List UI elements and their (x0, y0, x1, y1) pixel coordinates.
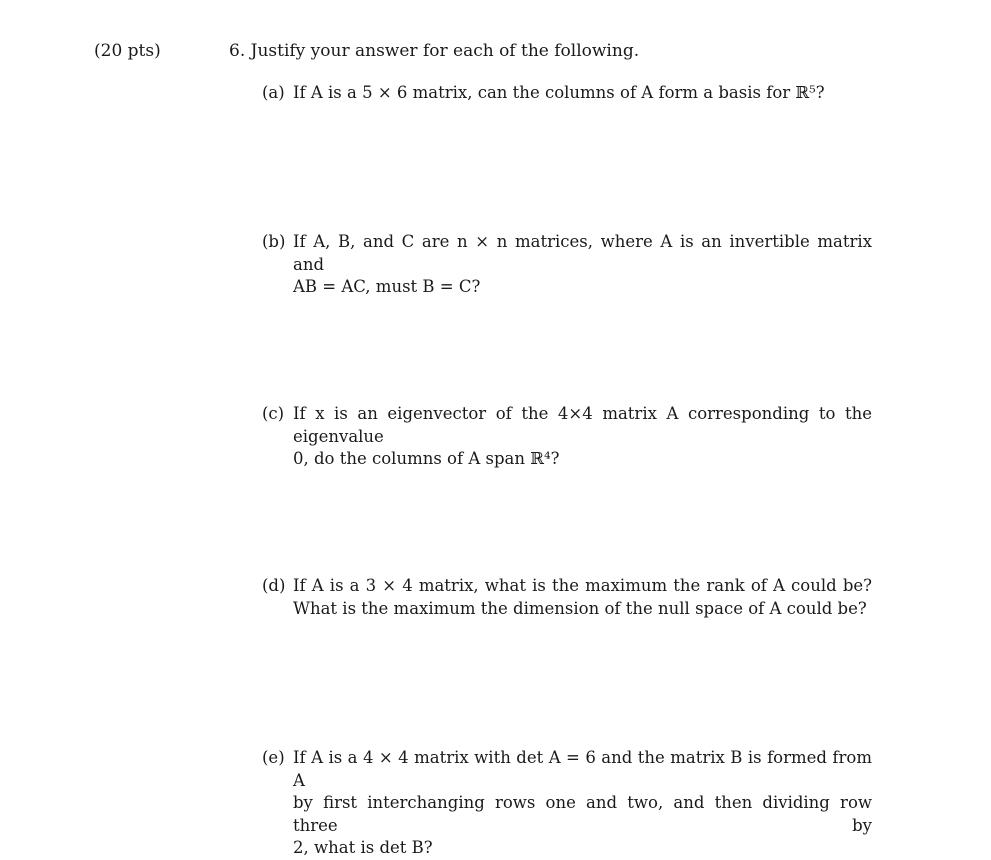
part-c-line-2: 0, do the columns of A span ℝ⁴? (293, 449, 560, 468)
part-e-text (293, 747, 872, 860)
part-b-line-2: AB = AC, must B = C? (293, 277, 481, 296)
part-a (262, 82, 872, 105)
part-c-text (293, 403, 872, 471)
part-d (262, 575, 872, 620)
part-d-label: (d) (262, 576, 286, 595)
part-b (262, 231, 872, 299)
part-c-label: (c) (262, 404, 285, 423)
part-e-line-2: by first interchanging rows one and two, and then dividing row three by (293, 793, 872, 835)
part-b-line-1: If A, B, and C are n × n matrices, where A is an invertible matrix and (293, 232, 872, 274)
part-b-text (293, 231, 872, 299)
part-d-line-2: What is the maximum the dimension of the null space of A could be? (293, 598, 867, 618)
points-label: (20 pts) (94, 41, 161, 61)
part-c-line-1: If x is an eigenvector of the 4×4 matrix A corresponding to the eigenvalue (293, 404, 872, 446)
part-a-label: (a) (262, 83, 285, 102)
part-e-line-3: 2, what is det B? (293, 838, 433, 857)
part-a-line-1: If A is a 5 × 6 matrix, can the columns of A form a basis for ℝ⁵? (293, 83, 825, 102)
question-heading: 6. Justify your answer for each of the following. (229, 41, 640, 61)
part-e (262, 747, 872, 860)
part-d-line-1: If A is a 3 × 4 matrix, what is the maximum the rank of A could be? (293, 576, 872, 595)
part-e-line-1: If A is a 4 × 4 matrix with det A = 6 and the matrix B is formed from A (293, 748, 872, 790)
part-d-text (293, 575, 872, 620)
part-b-label: (b) (262, 232, 286, 251)
part-e-label: (e) (262, 748, 285, 767)
part-a-text (293, 82, 872, 105)
part-c (262, 403, 872, 471)
